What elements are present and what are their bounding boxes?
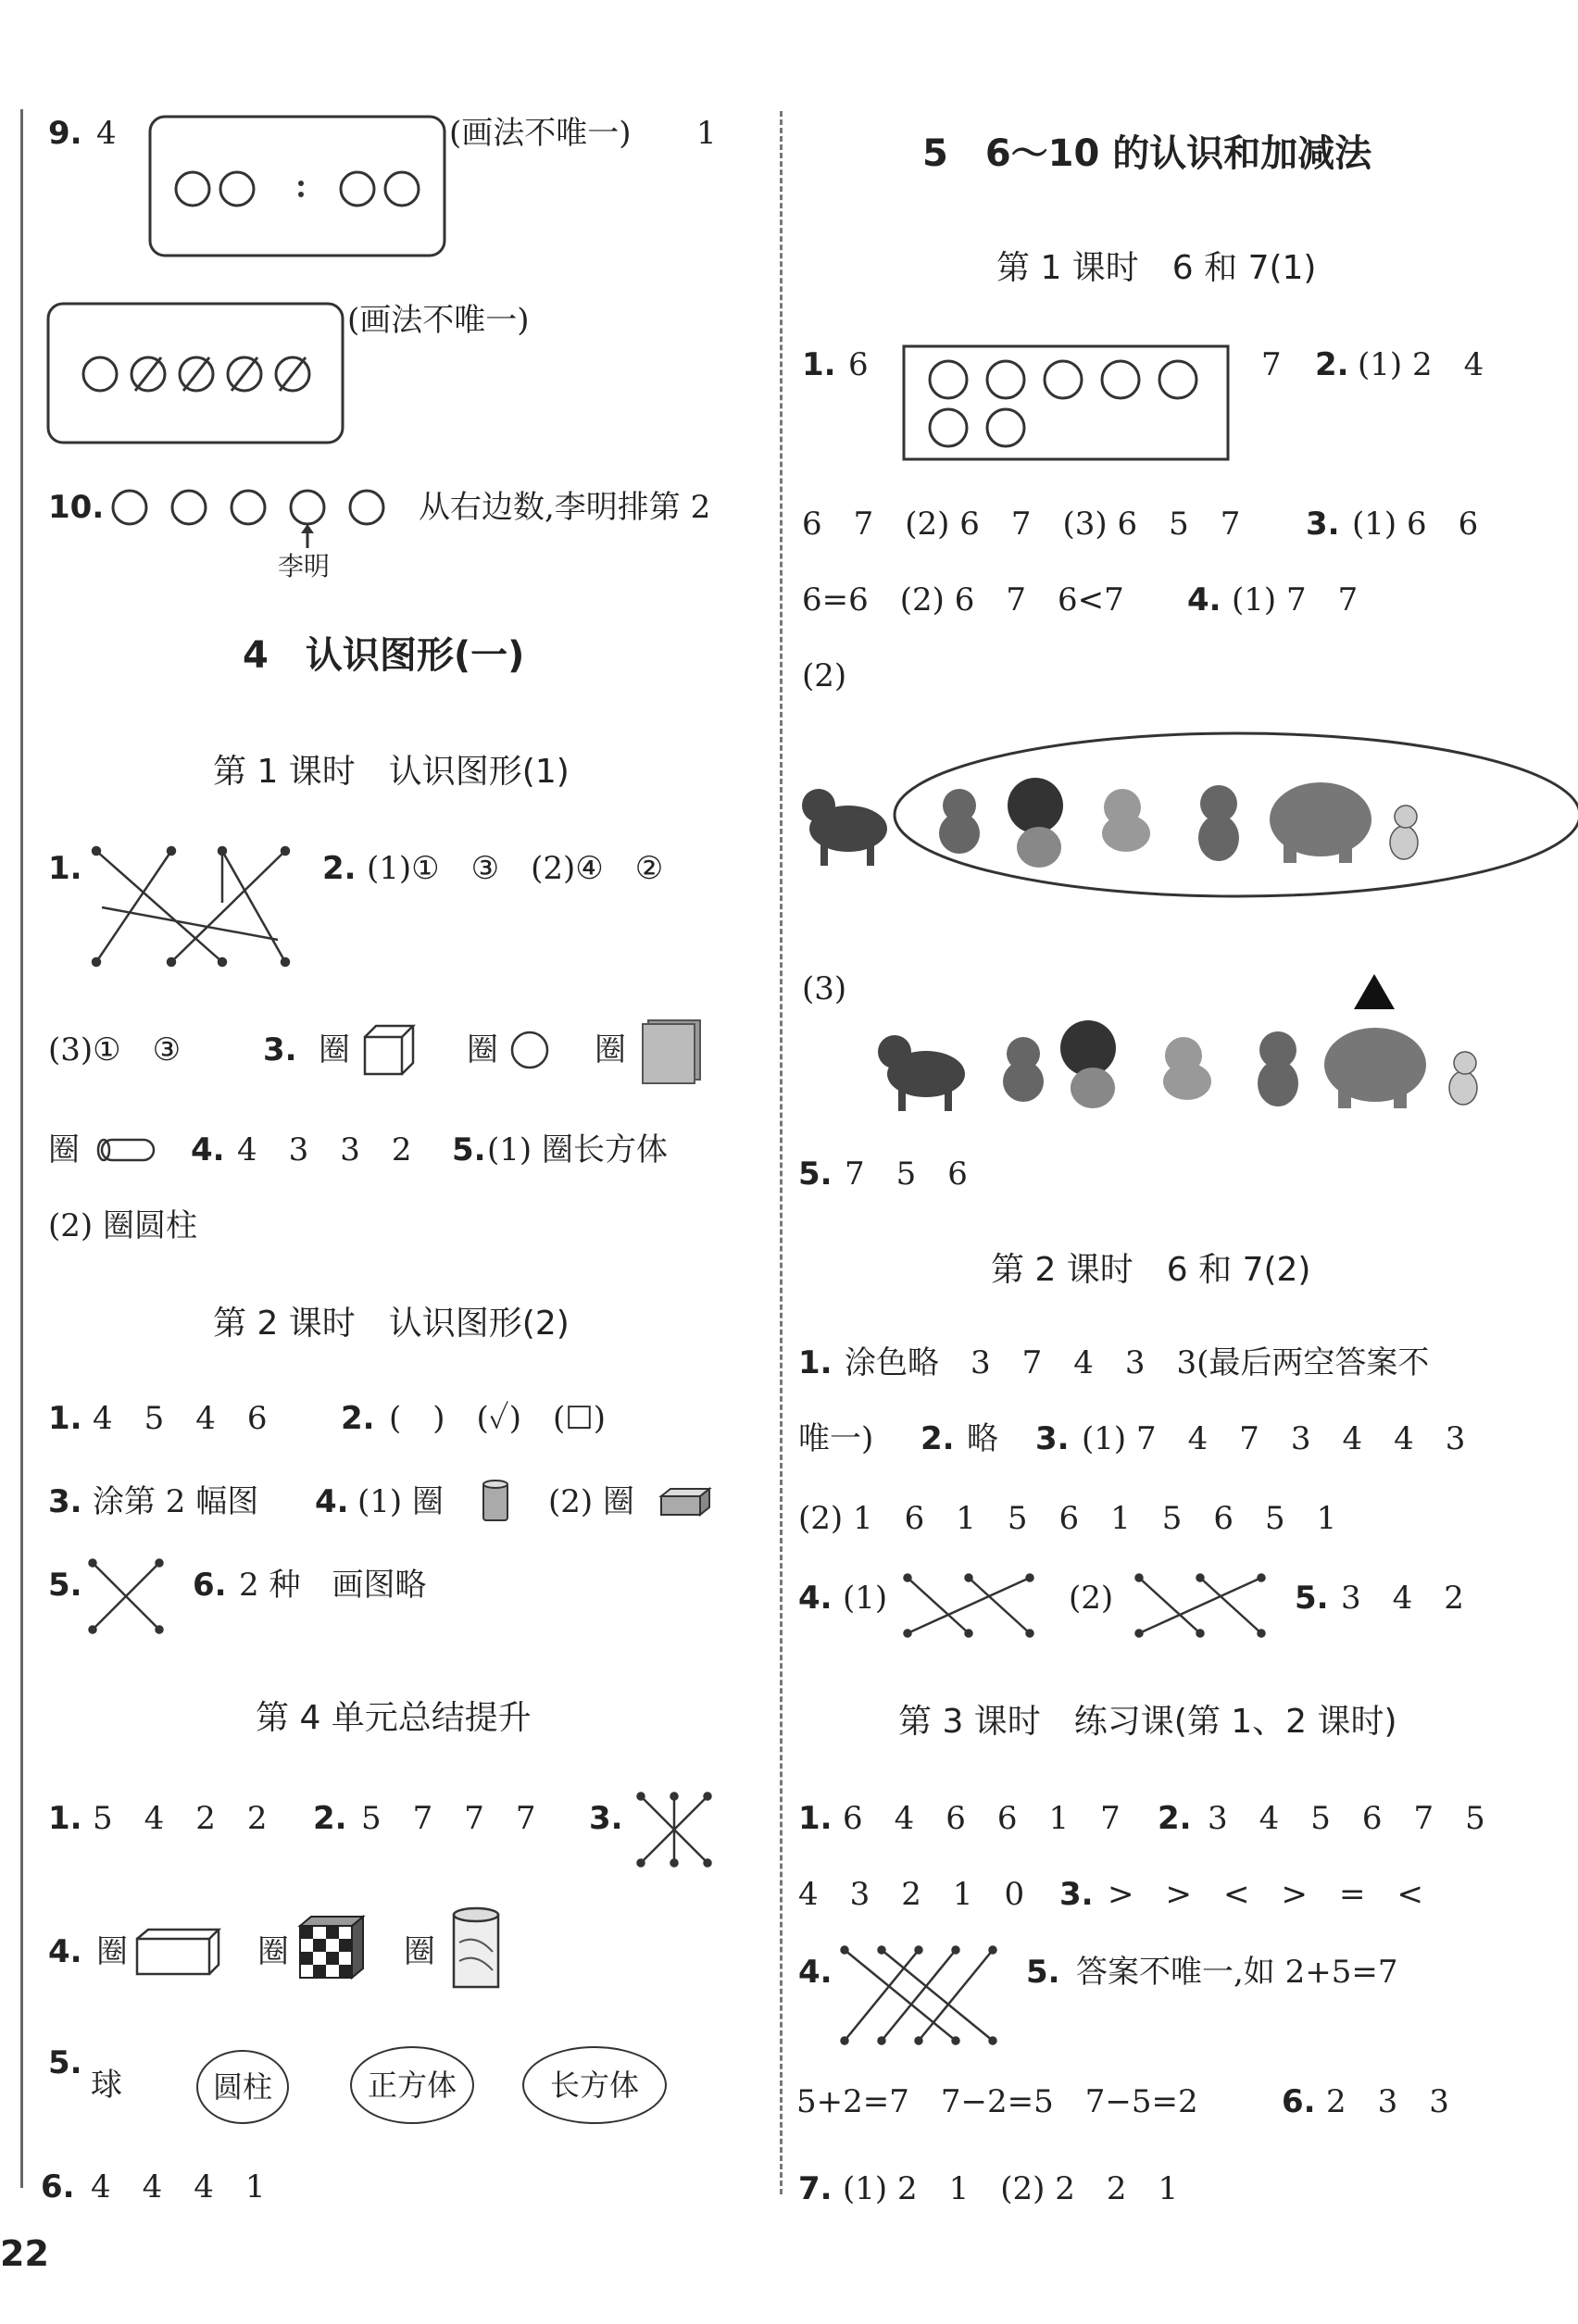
l2-q5-number: 5. bbox=[48, 1567, 82, 1604]
r-l1-q1-box bbox=[902, 344, 1230, 463]
sum-q5-cylinder-oval: 圆柱 bbox=[196, 2050, 289, 2124]
r-l1-q3-part1: (1) 6 6 bbox=[1352, 506, 1479, 543]
r-l2-q1-answer: 涂色略 3 7 4 3 3(最后两空答案不 bbox=[845, 1344, 1430, 1381]
q10-label: 李明 bbox=[278, 551, 331, 581]
sum-q2-answer: 5 7 7 7 bbox=[361, 1800, 536, 1837]
sum-q4-number: 4. bbox=[48, 1933, 82, 1970]
q10-circles bbox=[111, 487, 389, 561]
sum-q5-number: 5. bbox=[48, 2044, 82, 2081]
unit4-lesson2-title: 第 2 课时 认识图形(2) bbox=[213, 1305, 570, 1343]
r-l2-q4-lines-2 bbox=[1135, 1574, 1265, 1639]
l1-q3-circle-c: 圈 bbox=[595, 1031, 626, 1068]
r-l2-q4-lines-1 bbox=[904, 1574, 1033, 1639]
book-icon bbox=[639, 1017, 708, 1085]
r-l1-q1-answer-a: 6 bbox=[848, 346, 869, 383]
r-l3-q4-matching-lines bbox=[841, 1946, 998, 2044]
sum-q1-number: 1. bbox=[48, 1800, 82, 1837]
r-l3-q5-number: 5. bbox=[1026, 1954, 1060, 1991]
cuboid-icon bbox=[659, 1487, 711, 1517]
left-margin-line bbox=[20, 109, 23, 2188]
cuboid-outline-icon bbox=[133, 1926, 222, 1978]
r-l2-q5-number: 5. bbox=[1295, 1580, 1329, 1617]
l1-q3-circle-b: 圈 bbox=[467, 1031, 498, 1068]
unit4-title: 4 认识图形(一) bbox=[243, 634, 525, 677]
sum-q5-cube-oval: 正方体 bbox=[350, 2046, 474, 2124]
sum-q1-answer: 5 4 2 2 bbox=[93, 1800, 268, 1837]
l1-q4-answer: 4 3 3 2 bbox=[237, 1131, 412, 1168]
r-l3-q3-number: 3. bbox=[1059, 1876, 1094, 1913]
l2-q1-answer: 4 5 4 6 bbox=[93, 1400, 268, 1437]
l2-q3-number: 3. bbox=[48, 1483, 82, 1520]
r-l3-q7-number: 7. bbox=[798, 2170, 833, 2207]
sphere-icon bbox=[509, 1030, 550, 1070]
r-l1-row2: 6 7 (2) 6 7 (3) 6 5 7 bbox=[802, 506, 1241, 543]
sum-q4-circle-a: 圈 bbox=[96, 1933, 128, 1970]
r-l2-q3-answer: (1) 7 4 7 3 4 4 3 bbox=[1082, 1420, 1466, 1457]
r-l1-q1-number: 1. bbox=[802, 346, 836, 383]
sum-q5-ball: 球 bbox=[91, 2067, 122, 2104]
r-l2-q5-answer: 3 4 2 bbox=[1341, 1580, 1464, 1617]
unit5-lesson1-title: 第 1 课时 6 和 7(1) bbox=[996, 249, 1317, 287]
sum-q6-number: 6. bbox=[41, 2168, 75, 2205]
r-l2-q2-number: 2. bbox=[920, 1420, 955, 1457]
r-l1-q2-number: 2. bbox=[1315, 346, 1349, 383]
l2-q2-answer: ( ) (✓) (☐) bbox=[389, 1400, 606, 1437]
sum-q6-answer: 4 4 4 1 bbox=[91, 2168, 266, 2205]
r-l1-q4-number: 4. bbox=[1187, 581, 1221, 618]
q9-answer-a: 4 bbox=[96, 115, 117, 152]
q10-number: 10. bbox=[48, 489, 105, 526]
cube-icon bbox=[361, 1022, 419, 1080]
unit4-lesson1-title: 第 1 课时 认识图形(1) bbox=[213, 753, 570, 791]
l1-q3-number: 3. bbox=[263, 1031, 297, 1068]
r-l2-q1-number: 1. bbox=[798, 1344, 833, 1381]
r-l3-q5-equations: 5+2=7 7−2=5 7−5=2 bbox=[796, 2083, 1198, 2120]
sum-q5-cuboid-oval: 长方体 bbox=[522, 2046, 667, 2124]
q9-box-1 bbox=[148, 115, 449, 258]
r-l3-q1-answer: 6 4 6 6 1 7 bbox=[843, 1800, 1121, 1837]
l1-q2-answer: (1)① ③ (2)④ ② bbox=[367, 850, 664, 887]
r-l3-q2-cont: 4 3 2 1 0 bbox=[798, 1876, 1025, 1913]
checkered-cube-icon bbox=[296, 1915, 367, 1985]
r-l1-q5-answer: 7 5 6 bbox=[845, 1156, 968, 1193]
l1-q2-part3: (3)① ③ bbox=[48, 1031, 182, 1068]
l1-q1-matching-lines bbox=[93, 847, 292, 968]
sum-q4-circle-b: 圈 bbox=[257, 1933, 289, 1970]
l2-q6-answer: 2 种 画图略 bbox=[239, 1567, 427, 1604]
l1-q3-circle-a: 圈 bbox=[319, 1031, 350, 1068]
r-l3-q6-answer: 2 3 3 bbox=[1326, 2083, 1449, 2120]
l2-q2-number: 2. bbox=[341, 1400, 375, 1437]
r-l3-q5-answer: 答案不唯一,如 2+5=7 bbox=[1076, 1954, 1398, 1991]
q9-answer-b: 1 bbox=[696, 115, 717, 152]
r-l1-q4-part3: (3) bbox=[802, 970, 847, 1007]
l1-q5-answer: (1) 圈长方体 bbox=[487, 1131, 668, 1168]
cylinder-upright-icon bbox=[480, 1478, 511, 1526]
sum-q2-number: 2. bbox=[313, 1800, 347, 1837]
r-l3-q7-answer: (1) 2 1 (2) 2 2 1 bbox=[843, 2170, 1179, 2207]
r-l2-q3-number: 3. bbox=[1035, 1420, 1070, 1457]
r-l2-q2-answer: 略 bbox=[967, 1420, 998, 1457]
unit4-summary-title: 第 4 单元总结提升 bbox=[256, 1699, 532, 1737]
q9-box-2 bbox=[46, 302, 347, 445]
l2-q3-answer: 涂第 2 幅图 bbox=[93, 1483, 259, 1520]
r-l3-q1-number: 1. bbox=[798, 1800, 833, 1837]
unit5-title: 5 6～10 的认识和加减法 bbox=[922, 132, 1372, 175]
sum-q3-number: 3. bbox=[589, 1800, 623, 1837]
q10-text: 从右边数,李明排第 2 bbox=[419, 489, 711, 526]
sum-q4-circle-c: 圈 bbox=[404, 1933, 435, 1970]
r-l1-row3: 6=6 (2) 6 7 6<7 bbox=[802, 581, 1124, 618]
q9-number: 9. bbox=[48, 115, 82, 152]
animals-row-illustration bbox=[870, 972, 1500, 1120]
r-l1-q1-answer-b: 7 bbox=[1261, 346, 1282, 383]
l1-q3-circle-d: 圈 bbox=[48, 1131, 80, 1168]
r-l3-q6-number: 6. bbox=[1282, 2083, 1316, 2120]
r-l2-q3-part2: (2) 1 6 1 5 6 1 5 6 5 1 bbox=[798, 1500, 1337, 1537]
l2-q4-part2: (2) 圈 bbox=[548, 1483, 634, 1520]
r-l3-q2-number: 2. bbox=[1158, 1800, 1192, 1837]
sum-q3-star-lines bbox=[637, 1793, 711, 1867]
unit5-lesson2-title: 第 2 课时 6 和 7(2) bbox=[991, 1251, 1311, 1289]
l1-q1-number: 1. bbox=[48, 850, 82, 887]
l1-q5-part2: (2) 圈圆柱 bbox=[48, 1207, 197, 1244]
l2-q6-number: 6. bbox=[193, 1567, 227, 1604]
l2-q4-number: 4. bbox=[315, 1483, 349, 1520]
unit5-lesson3-title: 第 3 课时 练习课(第 1、2 课时) bbox=[898, 1703, 1397, 1741]
r-l2-q4-part2: (2) bbox=[1069, 1580, 1114, 1617]
page-number: 22 bbox=[0, 2233, 49, 2274]
l2-q4-part1: (1) 圈 bbox=[357, 1483, 444, 1520]
l2-q5-cross-lines bbox=[89, 1559, 163, 1633]
r-l2-q4-part1: (1) bbox=[843, 1580, 888, 1617]
r-l1-q3-number: 3. bbox=[1306, 506, 1340, 543]
r-l3-q4-number: 4. bbox=[798, 1954, 833, 1991]
r-l3-q3-answer: > > < > = < bbox=[1108, 1876, 1423, 1913]
l1-q2-number: 2. bbox=[322, 850, 357, 887]
r-l2-q1-cont: 唯一) bbox=[798, 1420, 874, 1457]
column-divider bbox=[780, 111, 783, 2194]
r-l1-q2-part1: (1) 2 4 bbox=[1358, 346, 1484, 383]
r-l3-q2-answer: 3 4 5 6 7 5 bbox=[1208, 1800, 1485, 1837]
q9-note-2: (画法不唯一) bbox=[347, 302, 530, 339]
q9-note: (画法不唯一) bbox=[449, 115, 632, 152]
l1-q4-number: 4. bbox=[191, 1131, 225, 1168]
r-l1-q4-part2: (2) bbox=[802, 657, 847, 694]
can-icon bbox=[450, 1905, 502, 1994]
animals-grouping-illustration bbox=[802, 731, 1506, 898]
r-l1-q4-part1: (1) 7 7 bbox=[1232, 581, 1359, 618]
r-l2-q4-number: 4. bbox=[798, 1580, 833, 1617]
l2-q1-number: 1. bbox=[48, 1400, 82, 1437]
r-l1-q5-number: 5. bbox=[798, 1156, 833, 1193]
cylinder-icon bbox=[91, 1137, 161, 1163]
l1-q5-number: 5. bbox=[452, 1131, 486, 1168]
